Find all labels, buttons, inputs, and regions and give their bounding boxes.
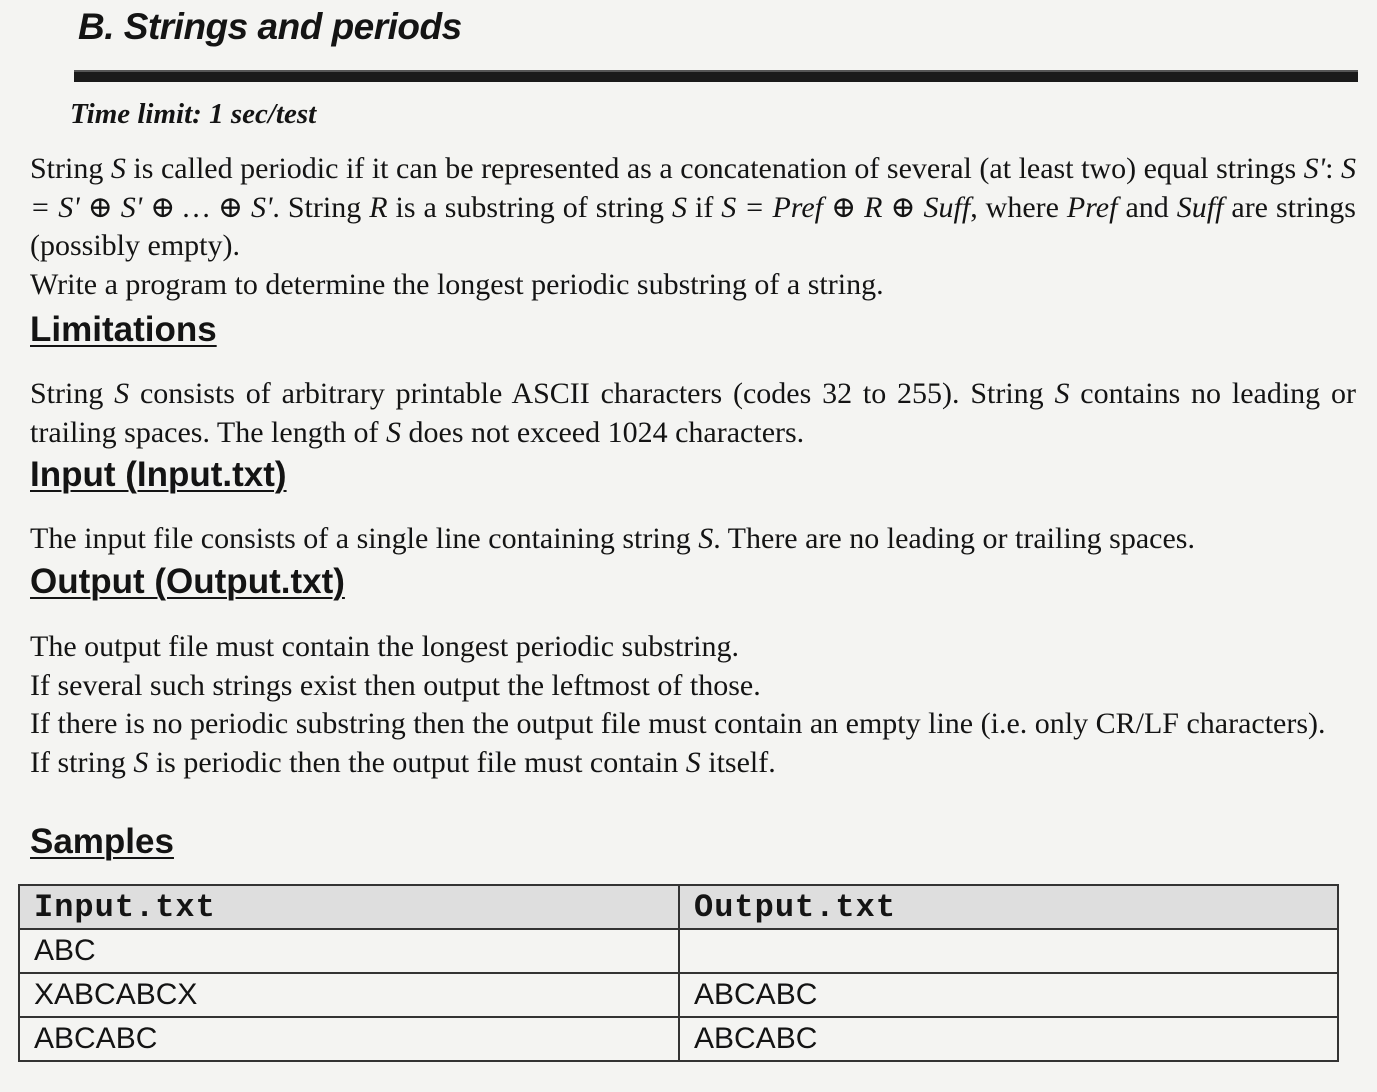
- input-heading: Input (Input.txt): [30, 455, 287, 494]
- table-row: [19, 1017, 1338, 1061]
- sample-input-cell: ABC: [19, 929, 679, 973]
- limitations-text: String S consists of arbitrary printable ASCII characters (codes 32 to 255). String S contains no leading or trailing spaces. The length of S does not exceed 1024 characters.: [30, 377, 1356, 449]
- sample-input-cell: ABCABC: [19, 1017, 679, 1061]
- column-header-input: Input.txt: [19, 885, 679, 929]
- table-row: [19, 973, 1338, 1017]
- table-header-row: [19, 885, 1338, 929]
- problem-title: B. Strings and periods: [78, 6, 462, 47]
- statement-paragraph: [30, 150, 1356, 304]
- statement-task: Write a program to determine the longest periodic substring of a string.: [30, 267, 884, 301]
- samples-table: [18, 884, 1339, 1062]
- time-limit: Time limit: 1 sec/test: [70, 98, 317, 130]
- limitations-heading: Limitations: [30, 310, 217, 349]
- title-divider: [74, 70, 1358, 82]
- samples-heading: Samples: [30, 822, 174, 861]
- table-row: [19, 929, 1338, 973]
- statement-definition: String S is called periodic if it can be represented as a concatenation of several (at least two) equal strings S': S = S' ⊕ S' ⊕ … ⊕ S'. String R is a substring of string S if S = Pref ⊕ R ⊕ Suff, where Pref and Suff are strings (possibly empty).: [30, 152, 1356, 262]
- sample-input-cell: XABCABCX: [19, 973, 679, 1017]
- sample-output-cell: [679, 929, 1338, 973]
- output-line: If several such strings exist then output the leftmost of those.: [30, 668, 761, 702]
- output-line: If there is no periodic substring then the output file must contain an empty line (i.e. only CR/LF characters).: [30, 707, 1326, 740]
- output-text: [30, 628, 1356, 782]
- output-heading: Output (Output.txt): [30, 562, 345, 601]
- sample-output-cell: ABCABC: [679, 973, 1338, 1017]
- output-line: If string S is periodic then the output file must contain S itself.: [30, 745, 776, 779]
- column-header-output: Output.txt: [679, 885, 1338, 929]
- output-line: The output file must contain the longest periodic substring.: [30, 630, 740, 663]
- sample-output-cell: ABCABC: [679, 1017, 1338, 1061]
- input-text: The input file consists of a single line containing string S. There are no leading or trailing spaces.: [30, 522, 1195, 555]
